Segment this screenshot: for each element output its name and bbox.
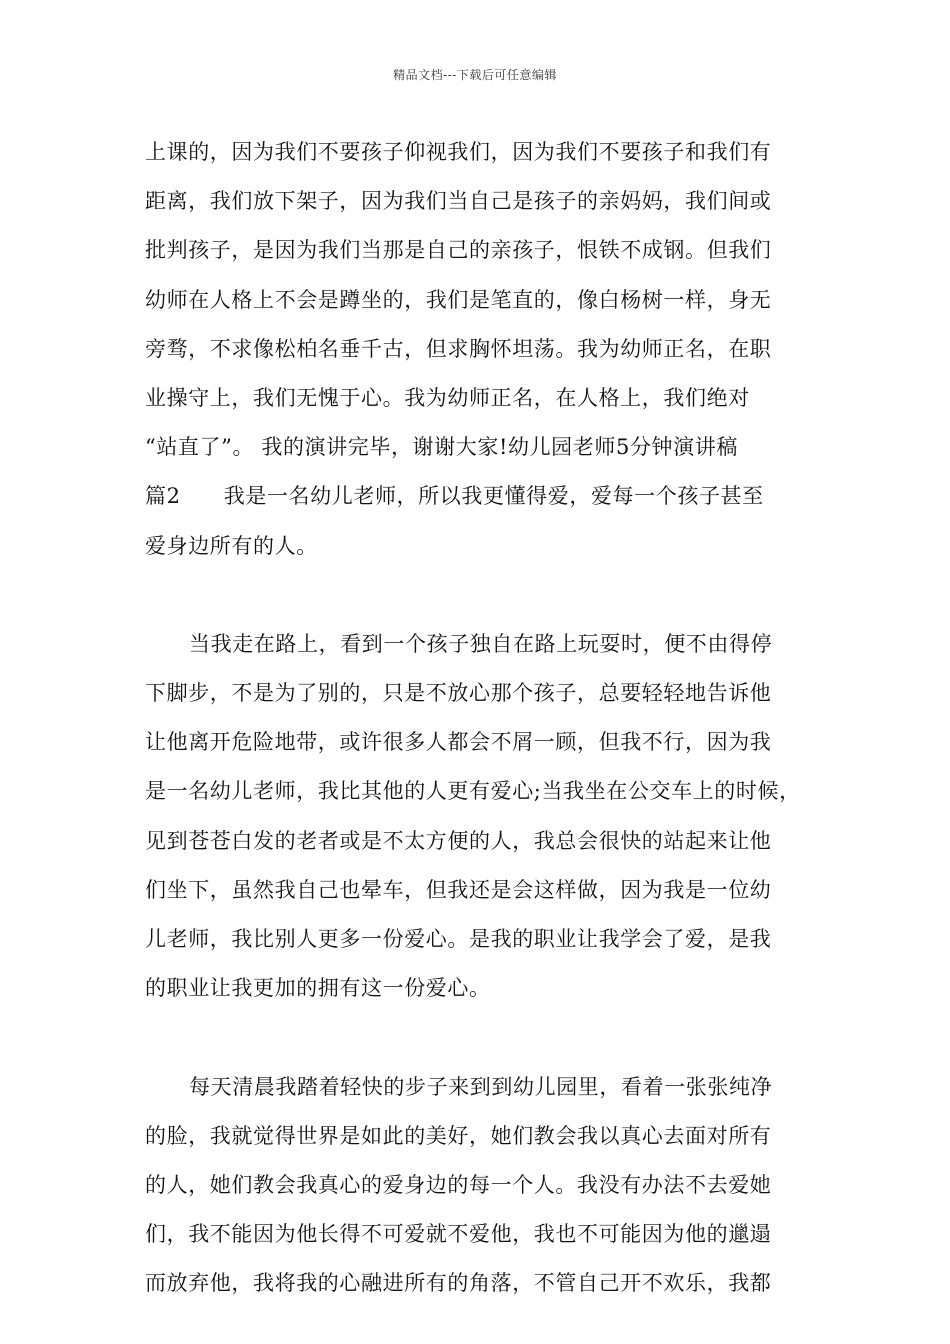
paragraph-gap	[145, 1013, 825, 1062]
paragraph-1-line-2: 距离，我们放下架子，因为我们当自己是孩子的亲妈妈，我们间或	[145, 189, 772, 214]
paragraph-2-line-7: 儿老师，我比别人更多一份爱心。是我的职业让我学会了爱，是我	[145, 927, 772, 951]
paragraph-1-line-4: 幼师在人格上不会是蹲坐的，我们是笔直的，像白杨树一样，身无	[145, 287, 772, 312]
paragraph-3-line-4: 们，我不能因为他长得不可爱就不爱他，我也不可能因为他的邋遢	[145, 1222, 772, 1247]
paragraph-1-line-6: 业操守上，我们无愧于心。我为幼师正名，在人格上，我们绝对	[145, 385, 750, 410]
page-header: 精品文档---下载后可任意编辑	[393, 68, 557, 82]
paragraph-2-line-6: 们坐下，虽然我自己也晕车，但我还是会这样做，因为我是一位幼	[145, 877, 772, 902]
paragraph-1-line-7: “站直了”。 我的演讲完毕，谢谢大家!幼儿园老师5分钟演讲稿	[145, 435, 738, 460]
paragraph-2-line-5: 见到苍苍白发的老者或是不太方便的人，我总会很快的站起来让他	[145, 828, 772, 853]
paragraph-1-line-9: 爱身边所有的人。	[145, 533, 318, 558]
paragraph-2-line-8: 的职业让我更加的拥有这一份爱心。	[145, 976, 491, 1001]
paragraph-2-line-2: 下脚步，不是为了别的，只是不放心那个孩子，总要轻轻地告诉他	[145, 681, 772, 706]
paragraph-gap	[145, 571, 825, 620]
paragraph-1-line-8: 篇2 我是一名幼儿老师，所以我更懂得爱，爱每一个孩子甚至	[145, 484, 764, 509]
paragraph-3-line-2: 的脸，我就觉得世界是如此的美好，她们教会我以真心去面对所有	[145, 1123, 772, 1148]
paragraph-2-line-1: 当我走在路上，看到一个孩子独自在路上玩耍时，便不由得停	[189, 631, 773, 656]
paragraph-3-line-5: 而放弃他，我将我的心融进所有的角落，不管自己开不欢乐，我都	[145, 1271, 772, 1296]
paragraph-2-line-4: 是一名幼儿老师，我比其他的人更有爱心;当我坐在公交车上的时候，	[145, 779, 801, 804]
body-text	[145, 128, 825, 1309]
paragraph-1-line-1: 上课的，因为我们不要孩子仰视我们，因为我们不要孩子和我们有	[145, 140, 772, 164]
paragraph-3-line-3: 的人，她们教会我真心的爱身边的每一个人。我没有办法不去爱她	[145, 1172, 772, 1197]
paragraph-2-line-3: 让他离开危险地带，或许很多人都会不屑一顾，但我不行，因为我	[145, 730, 772, 755]
paragraph-1-line-5: 旁骛，不求像松柏名垂千古，但求胸怀坦荡。我为幼师正名，在职	[145, 336, 772, 361]
paragraph-3-line-1: 每天清晨我踏着轻快的步子来到到幼儿园里，看着一张张纯净	[189, 1074, 773, 1099]
paragraph-1-line-3: 批判孩子，是因为我们当那是自己的亲孩子，恨铁不成钢。但我们	[145, 238, 772, 263]
